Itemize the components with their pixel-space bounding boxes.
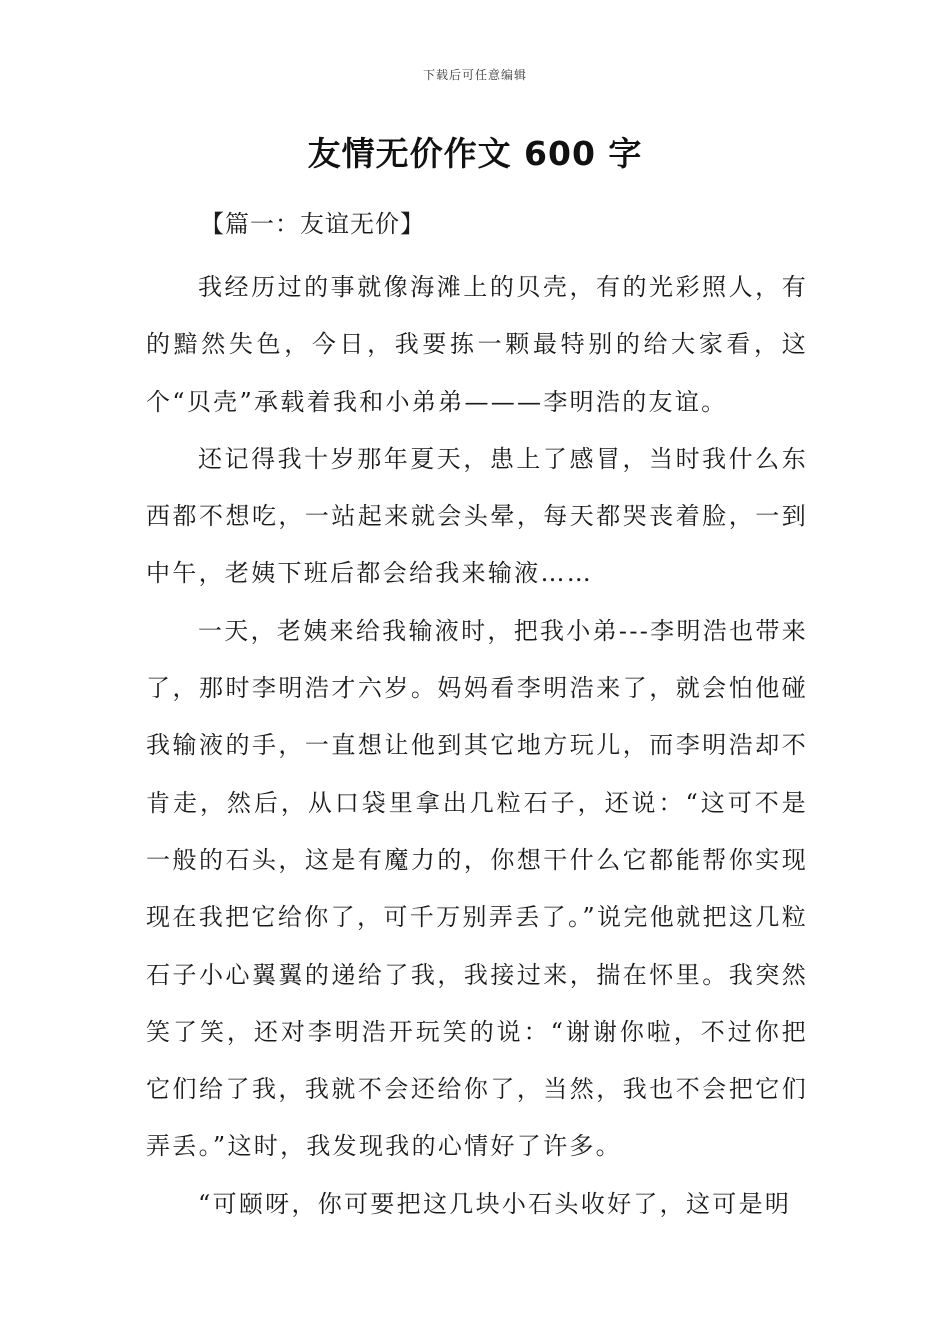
paragraph-2: 还记得我十岁那年夏天，患上了感冒，当时我什么东西都不想吃，一站起来就会头晕，每天都哭丧着脸，一到中午，老姨下班后都会给我来输液…… xyxy=(146,444,808,588)
document-title: 友情无价作文 600 字 xyxy=(307,134,643,173)
paragraph-1: 我经历过的事就像海滩上的贝壳，有的光彩照人，有的黯然失色，今日，我要拣一颗最特别的给大家看，这个“贝壳”承载着我和小弟弟———李明浩的友谊。 xyxy=(146,273,808,416)
body-text xyxy=(146,259,808,1233)
paragraph-4: “可颐呀，你可要把这几块小石头收好了，这可是明 xyxy=(198,1189,792,1218)
paragraph-3: 一天，老姨来给我输液时，把我小弟---李明浩也带来了，那时李明浩才六岁。妈妈看李明浩来了，就会怕他碰我输液的手，一直想让他到其它地方玩儿，而李明浩却不肯走，然后，从口袋里拿出几粒石子，还说：“这可不是一般的石头，这是有魔力的，你想干什么它都能帮你实现现在我把它给你了，可千万别弄丢了。”说完他就把这几粒石子小心翼翼的递给了我，我接过来，揣在怀里。我突然笑了笑，还对李明浩开玩笑的说：“谢谢你啦，不过你把它们给了我，我就不会还给你了，当然，我也不会把它们弄丢。”这时，我发现我的心情好了许多。 xyxy=(146,616,808,1161)
section-heading: 【篇一：友谊无价】 xyxy=(200,210,425,238)
header-note: 下载后可任意编辑 xyxy=(422,68,527,82)
